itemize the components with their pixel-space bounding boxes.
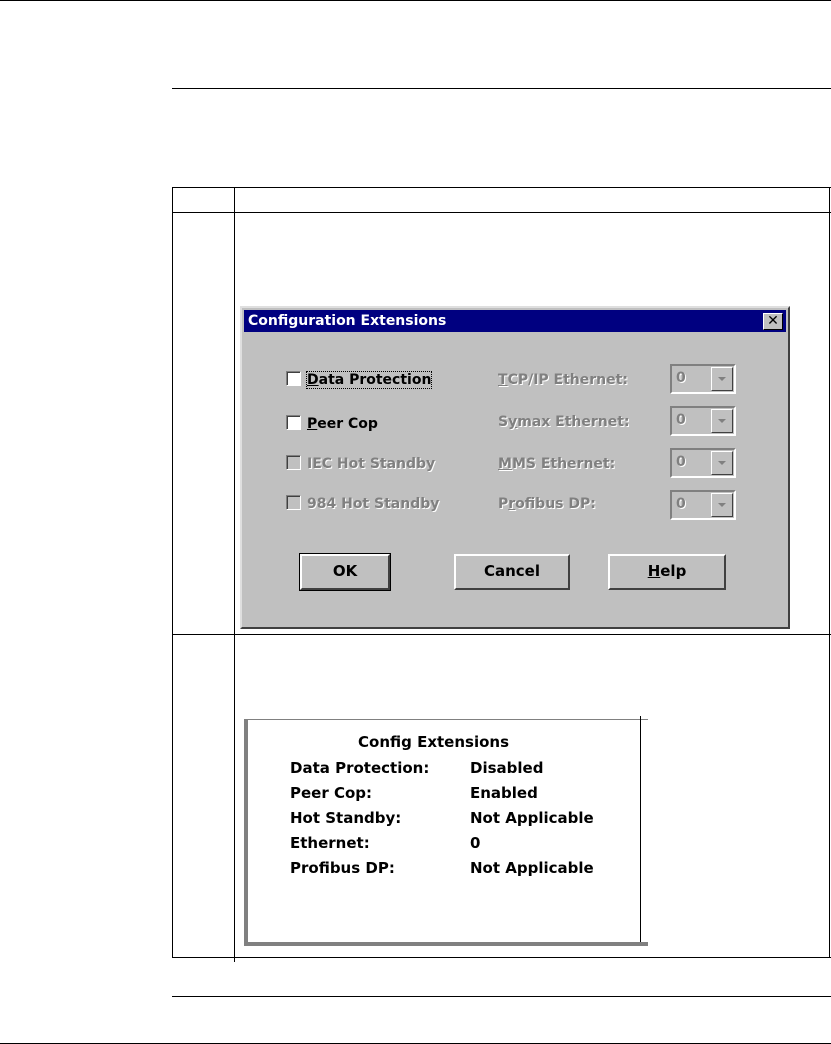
table-header-line — [172, 212, 831, 213]
symax-ethernet-value: 0 — [676, 412, 686, 428]
data-protection-checkbox[interactable] — [286, 370, 431, 390]
peer-cop-label: Peer Cop — [307, 416, 378, 432]
dialog-titlebar — [244, 310, 786, 332]
profibus-dp-value: 0 — [676, 496, 686, 512]
section-top-rule — [172, 88, 831, 89]
peer-cop-checkbox-box[interactable] — [286, 415, 301, 430]
symax-ethernet-select — [670, 406, 736, 436]
table-divider-line — [234, 187, 235, 962]
984-hot-standby-label: 984 Hot Standby — [307, 496, 440, 512]
mms-ethernet-select — [670, 448, 736, 478]
close-button[interactable] — [763, 313, 783, 330]
table-bottom-line — [172, 957, 831, 958]
panel-value-data-protection: Disabled — [470, 759, 544, 777]
symax-ethernet-label: Symax Ethernet: — [498, 414, 630, 430]
table-top-line — [172, 187, 831, 188]
tcp-ip-ethernet-label: TCP/IP Ethernet: — [498, 372, 628, 388]
panel-value-profibus-dp: Not Applicable — [470, 859, 594, 877]
iec-hot-standby-checkbox-box — [286, 455, 301, 470]
page-top-rule — [0, 0, 831, 1]
help-button[interactable]: Help — [608, 554, 726, 590]
profibus-dp-select — [670, 490, 736, 520]
configuration-extensions-dialog — [240, 306, 790, 629]
tcp-ip-ethernet-value: 0 — [676, 370, 686, 386]
mms-ethernet-label: MMS Ethernet: — [498, 456, 616, 472]
peer-cop-checkbox[interactable] — [286, 414, 378, 434]
profibus-dp-label: Profibus DP: — [498, 496, 596, 512]
section-bottom-rule — [172, 996, 831, 997]
ok-button[interactable]: OK — [300, 554, 390, 590]
config-extensions-panel — [244, 719, 648, 946]
iec-hot-standby-label: IEC Hot Standby — [307, 456, 436, 472]
panel-value-hot-standby: Not Applicable — [470, 809, 594, 827]
tcp-ip-ethernet-select — [670, 364, 736, 394]
panel-label-peer-cop: Peer Cop: — [290, 784, 373, 802]
panel-label-hot-standby: Hot Standby: — [290, 809, 402, 827]
chevron-down-icon — [711, 493, 733, 517]
table-left-line — [172, 187, 173, 958]
chevron-down-icon — [711, 367, 733, 391]
data-protection-label: Data Protection — [307, 372, 432, 388]
984-hot-standby-checkbox-box — [286, 495, 301, 510]
panel-right-edge — [640, 716, 641, 942]
mms-ethernet-value: 0 — [676, 454, 686, 470]
table-row-line — [172, 634, 831, 635]
data-protection-checkbox-box[interactable] — [286, 371, 301, 386]
chevron-down-icon — [711, 409, 733, 433]
close-icon: ✕ — [767, 313, 779, 329]
984-hot-standby-checkbox — [286, 494, 439, 514]
dialog-title: Configuration Extensions — [248, 313, 447, 329]
panel-value-peer-cop: Enabled — [470, 784, 538, 802]
iec-hot-standby-checkbox — [286, 454, 435, 474]
cancel-button[interactable]: Cancel — [454, 554, 570, 590]
panel-label-data-protection: Data Protection: — [290, 759, 430, 777]
table-right-line — [829, 187, 830, 958]
panel-value-ethernet: 0 — [470, 834, 481, 852]
panel-title: Config Extensions — [358, 733, 509, 751]
panel-label-profibus-dp: Profibus DP: — [290, 859, 395, 877]
panel-label-ethernet: Ethernet: — [290, 834, 370, 852]
chevron-down-icon — [711, 451, 733, 475]
